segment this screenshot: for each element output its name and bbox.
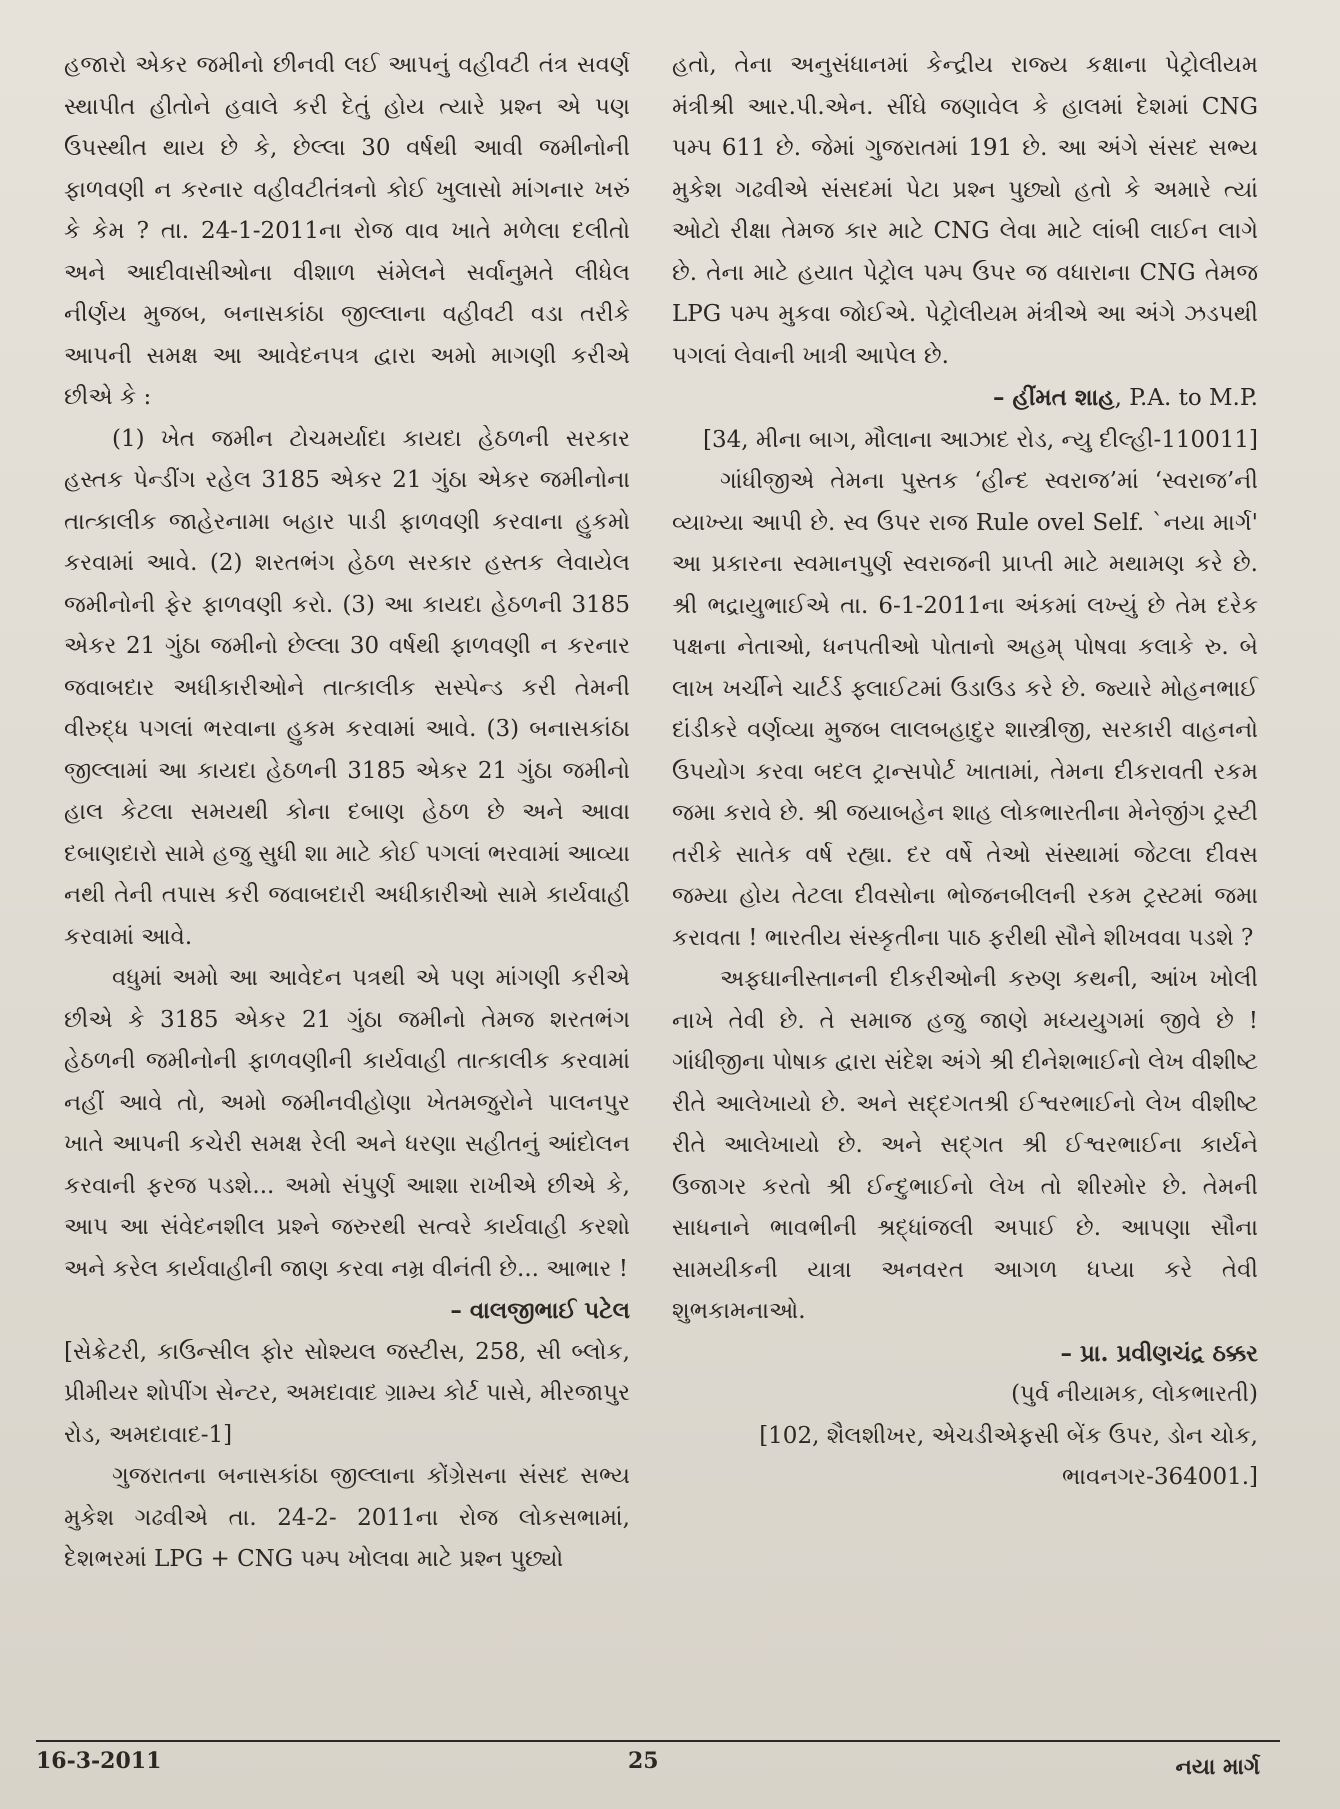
footer-rule [36,1740,1280,1742]
right-address-1: [34, મીના બાગ, મૌલાના આઝાદ રોડ, ન્યુ દીલ્હી-110011] [703,426,1258,453]
magazine-name: નયા માર્ગ [1175,1754,1260,1780]
page-number: 25 [628,1748,659,1774]
left-address: [સેક્રેટરી, કાઉન્સીલ ફોર સોશ્યલ જસ્ટીસ, 258, સી બ્લોક, પ્રીમીયર શોપીંગ સેન્ટર, અમદાવાદ ગ્રામ્ય કોર્ટ પાસે, મીરજાપુર રોડ, અમદાવાદ-1] [64,1338,630,1448]
right-column [672,45,1258,1499]
footer-date: 16-3-2011 [36,1748,162,1774]
right-signature-title: , P.A. to M.P. [1114,385,1258,411]
right-paragraph-2: ગાંધીજીએ તેમના પુસ્તક ‘હીન્દ સ્વરાજ’માં ‘સ્વરાજ’ની વ્યાખ્યા આપી છે. સ્વ ઉપર રાજ Rule ovel Self. `નયા માર્ગ' આ પ્રકારના સ્વમાનપુર્ણ સ્વરાજની પ્રાપ્તી માટે મથામણ કરે છે. શ્રી ભદ્રાયુભાઈએ તા. 6-1-2011ના અંકમાં લખ્યું છે તેમ દરેક પક્ષના નેતાઓ, ધનપતીઓ પોતાનો અહમ્ પોષવા કલાકે રુ. બે લાખ ખર્ચીને ચાર્ટર્ડ ફ્લાઈટમાં ઉડાઉડ કરે છે. જ્યારે મોહનભાઈ દાંડીકરે વર્ણવ્યા મુજબ લાલબહાદુર શાસ્ત્રીજી, સરકારી વાહનનો ઉપયોગ કરવા બદલ ટ્રાન્સપોર્ટ ખાતામાં, તેમના દીકરાવતી રકમ જમા કરાવે છે. શ્રી જયાબહેન શાહ લોકભારતીના મેનેજીંગ ટ્રસ્ટી તરીકે સાતેક વર્ષ રહ્યા. દર વર્ષે તેઓ સંસ્થામાં જેટલા દીવસ જમ્યા હોય તેટલા દીવસોના ભોજનબીલની રકમ ટ્રસ્ટમાં જમા કરાવતા ! ભારતીય સંસ્કૃતીના પાઠ ફરીથી સૌને શીખવવા પડશે ? [672,468,1258,951]
left-paragraph-2: (1) ખેત જમીન ટોચમર્યાદા કાયદા હેઠળની સરકાર હસ્તક પેન્ડીંગ રહેલ 3185 એકર 21 ગુંઠા એકર જમીનોના તાત્કાલીક જાહેરનામા બહાર પાડી ફાળવણી કરવાના હુકમો કરવામાં આવે. (2) શરતભંગ હેઠળ સરકાર હસ્તક લેવાયેલ જમીનોની ફેર ફાળવણી કરો. (3) આ કાયદા હેઠળની 3185 એકર 21 ગુંઠા જમીનો છેલ્લા 30 વર્ષથી ફાળવણી ન કરનાર જવાબદાર અધીકારીઓને તાત્કાલીક સસ્પેન્ડ કરી તેમની વીરુદ્ધ પગલાં ભરવાના હુકમ કરવામાં આવે. (3) બનાસકાંઠા જીલ્લામાં આ કાયદા હેઠળની 3185 એકર 21 ગુંઠા જમીનો હાલ કેટલા સમયથી કોના દબાણ હેઠળ છે અને આવા દબાણદારો સામે હજુ સુધી શા માટે કોઈ પગલાં ભરવામાં આવ્યા નથી તેની તપાસ કરી જવાબદારી અધીકારીઓ સામે કાર્યવાહી કરવામાં આવે. [64,425,630,950]
left-column [64,45,630,1581]
left-paragraph-3: વધુમાં અમો આ આવેદન પત્રથી એ પણ માંગણી કરીએ છીએ કે 3185 એકર 21 ગુંઠા જમીનો તેમજ શરતભંગ હેઠળની જમીનોની ફાળવણીની કાર્યવાહી તાત્કાલીક કરવામાં નહીં આવે તો, અમો જમીનવીહોણા ખેતમજુરોને પાલનપુર ખાતે આપની કચેરી સમક્ષ રેલી અને ધરણા સહીતનું આંદોલન કરવાની ફરજ પડશે... અમો સંપુર્ણ આશા રાખીએ છીએ કે, આપ આ સંવેદનશીલ પ્રશ્ને જરુરથી સત્વરે કાર્યવાહી કરશો અને કરેલ કાર્યવાહીની જાણ કરવા નમ્ર વીનંતી છે... આભાર ! [64,965,630,1282]
right-address-2: [102, શૈલશીખર, એચડીએફસી બેંક ઉપર, ડોન ચોક, ભાવનગર-364001.] [759,1422,1258,1490]
right-paragraph-3: અફઘાનીસ્તાનની દીકરીઓની કરુણ કથની, આંખ ખોલી નાખે તેવી છે. તે સમાજ હજુ જાણે મધ્યયુગમાં જીવે છે ! ગાંધીજીના પોષાક દ્વારા સંદેશ અંગે શ્રી દીનેશભાઈનો લેખ વીશીષ્ટ રીતે આલેખાયો છે. અને સદ્દગતશ્રી ઈશ્વરભાઈનો લેખ વીશીષ્ટ રીતે આલેખાયો છે. અને સદ્ગત શ્રી ઈશ્વરભાઈના કાર્યને ઉજાગર કરતો શ્રી ઈન્દુભાઈનો લેખ તો શીરમોર છે. તેમની સાધનાને ભાવભીની શ્રદ્ધાંજલી અપાઈ છે. આપણા સૌના સામયીકની યાત્રા અનવરત આગળ ધપ્યા કરે તેવી શુભકામનાઓ. [672,966,1258,1324]
right-signature-name: – હીંમત શાહ [992,384,1115,411]
right-role: (પુર્વ નીયામક, લોકભારતી) [1011,1381,1258,1407]
right-paragraph-1: હતો, તેના અનુસંધાનમાં કેન્દ્રીય રાજ્ય કક્ષાના પેટ્રોલીયમ મંત્રીશ્રી આર.પી.એન. સીંઘે જણાવેલ કે હાલમાં દેશમાં CNG પમ્પ 611 છે. જેમાં ગુજરાતમાં 191 છે. આ અંગે સંસદ સભ્ય મુકેશ ગઢવીએ સંસદમાં પેટા પ્રશ્ન પુછ્યો હતો કે અમારે ત્યાં ઓટો રીક્ષા તેમજ કાર માટે CNG લેવા માટે લાંબી લાઈન લાગે છે. તેના માટે હયાત પેટ્રોલ પમ્પ ઉપર જ વધારાના CNG તેમજ LPG પમ્પ મુકવા જોઈએ. પેટ્રોલીયમ મંત્રીએ આ અંગે ઝડપથી પગલાં લેવાની ખાત્રી આપેલ છે. [672,52,1258,369]
right-signature-1 [672,377,1258,420]
left-signature: – વાલજીભાઈ પટેલ [450,1297,630,1324]
left-paragraph-4: ગુજરાતના બનાસકાંઠા જીલ્લાના કોંગ્રેસના સંસદ સભ્ય મુકેશ ગઢવીએ તા. 24-2- 2011ના રોજ લોકસભામાં, દેશભરમાં LPG + CNG પમ્પ ખોલવા માટે પ્રશ્ન પુછ્યો [64,1463,630,1572]
right-signature-2: – પ્રા. પ્રવીણચંદ્ર ઠક્કર [1060,1339,1258,1367]
left-paragraph-1: હજારો એકર જમીનો છીનવી લઈ આપનું વહીવટી તંત્ર સવર્ણ સ્થાપીત હીતોને હવાલે કરી દેતું હોય ત્યારે પ્રશ્ન એ પણ ઉપસ્થીત થાય છે કે, છેલ્લા 30 વર્ષથી આવી જમીનોની ફાળવણી ન કરનાર વહીવટીતંત્રનો કોઈ ખુલાસો માંગનાર ખરું કે કેમ ? તા. 24-1-2011ના રોજ વાવ ખાતે મળેલા દલીતો અને આદીવાસીઓના વીશાળ સંમેલને સર્વાનુમતે લીધેલ નીર્ણય મુજબ, બનાસકાંઠા જીલ્લાના વહીવટી વડા તરીકે આપની સમક્ષ આ આવેદનપત્ર દ્વારા અમો માગણી કરીએ છીએ કે : [64,52,630,410]
